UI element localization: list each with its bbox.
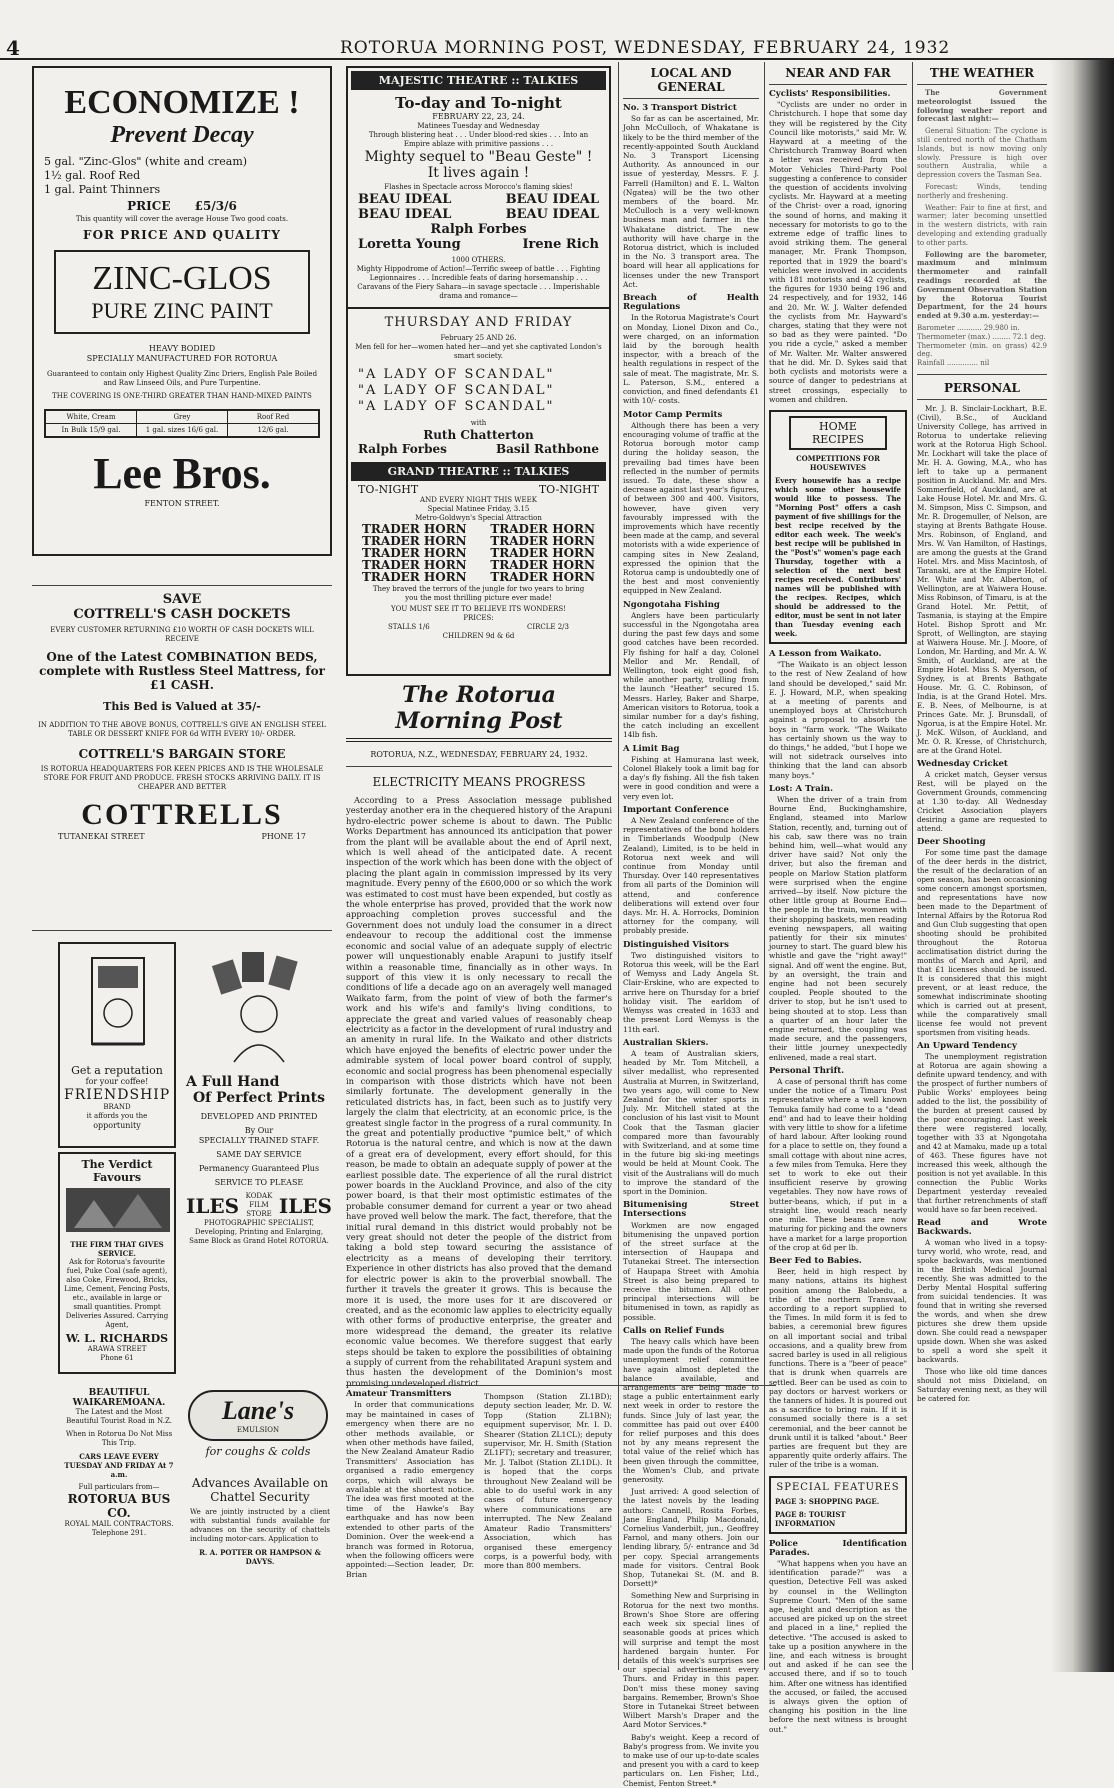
features-heading: SPECIAL FEATURES bbox=[776, 1481, 900, 1493]
men-fell: Men fell for her—women hated her—and yet she captivated London's smart society. bbox=[355, 343, 602, 360]
verdict-title: The Verdict Favours bbox=[81, 1158, 153, 1184]
every-customer: EVERY CUSTOMER RETURNING £10 WORTH OF CASH DOCKETS WILL RECEIVE bbox=[50, 626, 314, 643]
advances-heading: Advances Available on bbox=[191, 1476, 329, 1490]
full-hand: A Full Hand bbox=[186, 1074, 280, 1090]
thermometer-max: Thermometer (max.) ........ 72.1 deg. bbox=[917, 332, 1046, 341]
chattel-body: We are jointly instructed by a client with substantial funds available for advances on the security of chattels including motor-cars. Application to bbox=[190, 1508, 330, 1543]
through-text: Through blistering heat . . . Under blood-red skies . . . Into an Empire ablaze with primitive passions . . . bbox=[368, 131, 589, 148]
feature-line: PAGE 3: SHOPPING PAGE. bbox=[775, 1496, 880, 1506]
item-text: "The Waikato is an object lesson to the rest of New Zealand of how land should be developed," said Mr. E. J. Howard, M.P., when speaking at a meeting of parents and unemployed boys at Christchurch against a proposal to absorb the boys in "farm work. "The Waikato has certainly shown us the way to do things," he added, "but I hope we will not sidetrack ourselves into thinking that the land can absorb many boys." bbox=[769, 660, 907, 780]
trader-horn-title: TRADER HORN bbox=[362, 522, 467, 536]
newspaper-title: ROTORUA MORNING POST, WEDNESDAY, FEBRUARY 24, 1932 bbox=[340, 38, 951, 58]
ad-bus bbox=[58, 1386, 180, 1546]
near-items-1 bbox=[769, 90, 907, 404]
star-forbes: Ralph Forbes bbox=[358, 442, 447, 456]
tonight-right: TO-NIGHT bbox=[538, 483, 599, 496]
thousand-others: 1000 OTHERS. bbox=[451, 256, 506, 264]
stalls-price: STALLS 1/6 bbox=[388, 623, 430, 631]
firm-gives: THE FIRM THAT GIVES SERVICE. bbox=[70, 1240, 164, 1258]
trader-horn-title: TRADER HORN bbox=[490, 570, 595, 584]
trader-horn-title: TRADER HORN bbox=[362, 546, 467, 560]
permanency: Permanency Guaranteed Plus bbox=[198, 1164, 320, 1173]
mighty-hippodrome: Mighty Hippodrome of Action!—Terrific sweep of battle . . . Fighting Legionnaires . . . Incredible feats of daring horsemanship . . . Caravans of the Fiery Sahara—in savage spectacle . . . Imperishable drama and romance— bbox=[356, 265, 601, 300]
chattel-heading: Chattel Security bbox=[210, 1490, 310, 1504]
item-text: Something New and Surprising in Rotorua for the next two months. Brown's Shoe Store are offering each week six special lines of seasonable goods at prices which will surprise and tempt the most hardened bargain hunter. For details of this week's surprises see our special advertisement every Thurs. and Friday in this paper. Don't miss these money saving bargains. Remember, Brown's Shoe Store in Tutanekai Street between Wilbert Marsh's Draper and the Aard Motor Services.* bbox=[623, 1591, 759, 1730]
braved-text: They braved the terrors of the jungle for two years to bring you the most thrilling picture ever made! bbox=[372, 585, 585, 602]
cottrell-street: TUTANEKAI STREET bbox=[58, 832, 145, 841]
weather-intro: The Government meteorologist issued the following weather report and forecast last night:— bbox=[917, 88, 1047, 124]
trader-horn-title: TRADER HORN bbox=[362, 534, 467, 548]
weather-forecast: Forecast: Winds, tending northerly and freshening. bbox=[917, 182, 1047, 200]
children-price: CHILDREN 9d & 6d bbox=[442, 632, 515, 640]
product-sub: PURE ZINC PAINT bbox=[91, 298, 273, 323]
in-addition: IN ADDITION TO THE ABOVE BONUS, COTTRELL'S GIVE AN ENGLISH STEEL TABLE OR DESSERT KNIFE FOR 6d WITH EVERY 10/- ORDER. bbox=[38, 721, 326, 738]
ad-iles bbox=[184, 942, 334, 1262]
film-title: BEAU IDEAL bbox=[505, 192, 599, 207]
item-text: Anglers have been particularly successful in the Ngongotaha area during the past few days and some good catches have been recorded. Fly fishing for half a day, Colonel Mellor and Mr. Rendall, of Wellington, took eight good fish, while another party, trolling from the launch "Heather" secured 15. Messrs. Harley, Baker and Sharpe, American visitors to Rotorua, took a similar number for a day's fishing, the catch including an excellent 14lb fish. bbox=[623, 610, 759, 740]
iles-right: ILES bbox=[278, 1193, 332, 1218]
item-heading: Motor Camp Permits bbox=[623, 409, 723, 420]
ad-subhead: Prevent Decay bbox=[110, 122, 254, 148]
price-label: PRICE bbox=[127, 199, 171, 213]
page-number: 4 bbox=[6, 36, 20, 60]
feature-line: PAGE 8: TOURIST INFORMATION bbox=[775, 1509, 846, 1528]
weather-following: Following are the barometer, maximum and minimum thermometer and rainfall readings recorded at the Government Observation Station by the Rotorua Tourist Department, for the 24 hours ended at 9.30 a.m. yesterday:— bbox=[917, 249, 1047, 321]
coffee-text: for your coffee! bbox=[85, 1077, 149, 1086]
local-general bbox=[623, 66, 759, 1788]
item-heading: Cyclists' Responsibilities. bbox=[769, 89, 891, 99]
item-text: A team of Australian skiers, headed by Mr. Tom Mitchell, a silver medallist, who represented Australia at Murren, in Switzerland, two years ago, will come to New Zealand for the winter sports in July. Mr. Mitchell stated at the conclusion of his last visit to Mount Cook that the Tasman glacier compared more than favourably with Switzerland, and at some time in the future big ski-ing meetings would be held at Mount Cook. The visit of the Australians will do much to improve the standard of the sport in the Dominion. bbox=[623, 1048, 759, 1196]
scandal-line: "A LADY OF SCANDAL" bbox=[358, 383, 555, 398]
thermometer-min: Thermometer (min. on grass) 42.9 deg. bbox=[917, 341, 1047, 359]
brand-name: FRIENDSHIP bbox=[64, 1087, 171, 1103]
film-title: BEAU IDEAL bbox=[358, 207, 452, 222]
item-text: "Cyclists are under no order in Christchurch. I hope that some day they will be registered by the City Council like motorists," said Mr. W. Hayward at a meeting of the Christchurch Tramway Board when a letter was received from the Motor Vehicles Third-Party Pool suggesting a conference to consider the question of accidents involving cyclists. Mr. Hayward at a meeting of the Christ- over a road, ignoring the sound of horns, and making it necessary for motorists to go to the extreme edge of traffic lines to avoid striking them. The general manager, Mr. Frank Thompson, reported that in 1929 the board's vehicles were involved in accidents with 181 motorists and 42 cyclists, the figures for 1930 being 196 and 24 respectively, and for 1932, 146 and 20. Mr. W. J. Walter defended the cyclists from Mr. Hayward's charges, stating that they were not so bad as they were painted. "Do you ride a cycle," asked a member of Mr. Walter. Mr. Walter answered that he did. Mr. D. Sykes said that both cyclists and motorists were a source of danger to pedestrians at street crossings, especially to women and children. bbox=[769, 100, 907, 404]
cars-leave: CARS LEAVE EVERY TUESDAY AND FRIDAY At 7 a.m. bbox=[64, 1452, 174, 1479]
editorial-masthead: The Rotorua Morning Post bbox=[395, 682, 563, 734]
product-name: ZINC-GLOS bbox=[92, 260, 272, 297]
february-dates: February 25 AND 26. bbox=[440, 334, 517, 342]
trader-horn-title: TRADER HORN bbox=[490, 558, 595, 572]
chattel-agent: R. A. POTTER OR HAMPSON & DAVYS. bbox=[199, 1548, 321, 1566]
upward-text: The unemployment registration at Rotorua are again showing a definite upward tendency, and with the prospect of further numbers of Public Works' employees being added to the list, the possibility of the burden at present caused by the poor encouraging. Last week there were registered locally, together with 33 at Ngongotaha and 42 at Mamaku, made up a total of 463. These figures have not increased this week, although the position is not yet available. In this connection the Public Works Department yesterday revealed that further retrenchments of staff would have so far been received. bbox=[917, 1051, 1047, 1214]
cash-dockets: COTTRELL'S CASH DOCKETS bbox=[73, 607, 291, 622]
table-head: Grey bbox=[137, 411, 228, 423]
item-text: So far as can be ascertained, Mr. John McCulloch, of Whakatane is likely to be the third member of the recently-appointed South Auckland No. 3 Transport Licensing Authority. As announced in our issue of yesterday, Messrs. F. J. Farrell (Hamilton) and E. L. Walton (Ngatea) will be the two other members of the board. Mr. McCulloch is a very well-known business man and farmer in the Whakatane district. The new authority will have charge in the Rotorua district, which is included in the No. 3 transport area. The board will hear all applications for licenses under the new Transport Act. bbox=[623, 114, 759, 289]
trader-horn-list bbox=[348, 523, 609, 583]
matinees: Matinees Tuesday and Wednesday bbox=[417, 122, 540, 130]
bus-company: ROTORUA BUS CO. bbox=[67, 1492, 171, 1520]
same-day: SAME DAY SERVICE bbox=[216, 1150, 302, 1159]
item-heading: A Lesson from Waikato. bbox=[769, 648, 882, 659]
trader-horn-title: TRADER HORN bbox=[362, 570, 467, 584]
item-heading: Beer Fed to Babies. bbox=[769, 1255, 862, 1266]
ad-line: 1 gal. Paint Thinners bbox=[44, 183, 161, 196]
table-head: White, Cream bbox=[46, 411, 137, 423]
guarantee-text: Guaranteed to contain only Highest Quality Zinc Driers, English Pale Boiled and Raw Linseed Oils, and Pure Turpentine. bbox=[46, 370, 318, 387]
must-see: YOU MUST SEE IT TO BELIEVE ITS WONDERS! bbox=[390, 605, 567, 613]
item-heading: Australian Skiers. bbox=[623, 1037, 709, 1048]
ad-chattel bbox=[190, 1476, 330, 1576]
cricket-heading: Wednesday Cricket bbox=[917, 758, 1008, 769]
lives-again: It lives again ! bbox=[427, 165, 530, 181]
majestic-dates: FEBRUARY 22, 23, 24. bbox=[432, 112, 525, 121]
bargain-store: COTTRELL'S BARGAIN STORE bbox=[78, 747, 286, 761]
majestic-bar: MAJESTIC THEATRE :: TALKIES bbox=[351, 71, 606, 90]
royal-mail: ROYAL MAIL CONTRACTORS. Telephone 291. bbox=[64, 1520, 174, 1537]
item-text: Fishing at Hamurana last week, Colonel Blakely took a limit bag for a day's fly fishing. All the fish taken were in good condition and were a very even lot. bbox=[623, 754, 759, 801]
read-text: A woman who lived in a topsy-turvy world, who wrote, read, and spoke backwards, was mentioned in the British Medical Journal recently. She was admitted to the Derby Mental Hospital suffering from suicidal tendencies. It was found that in writing she reversed the words, and when she drew pictures she drew them upside down. She could read a newspaper upside down. When she was asked to spell a word she spelt it backwards. bbox=[917, 1237, 1047, 1364]
today-tonight: To-day and To-night bbox=[395, 94, 562, 112]
verdict-phone: Phone 61 bbox=[100, 1354, 134, 1362]
weather-personal bbox=[917, 66, 1047, 1666]
opportunity-text: opportunity bbox=[93, 1121, 141, 1130]
mighty-sequel: Mighty sequel to "Beau Geste" ! bbox=[364, 149, 593, 165]
film-title: BEAU IDEAL bbox=[358, 192, 452, 207]
coverage-text: This quantity will cover the average House Two good coats. bbox=[75, 215, 289, 223]
star-young: Loretta Young bbox=[358, 237, 461, 252]
weather-situation: General Situation: The cyclone is still centred north of the Chatham Islands, but is now moving only slowly. Pressure is high over southern Australia, while a depression covers the Tasman Sea. bbox=[917, 127, 1047, 180]
headquarters-text: IS ROTORUA HEADQUARTERS FOR KEEN PRICES AND IS THE WHOLESALE STORE FOR FRUIT AND PRODUCE. FRESH STOCKS ARRIVING DAILY. IT IS CHEAPER AND BETTER bbox=[40, 765, 324, 791]
grand-bar: GRAND THEATRE :: TALKIES bbox=[351, 462, 606, 481]
amateur-text-cont: Thompson (Station ZL1BD); deputy section leader, Mr. D. W. Topp (Station ZL1BN); equipment supervisor, Mr. I. D. Shearer (Station ZL1CL); deputy supervisor, Mr. H. Smith (Station ZL1FT); secretary and treasurer, Mr. J. Talbot (Station ZL1DL). It is hoped that the corps throughout New Zealand will be able to do useful work in any cases of future emergency where communications are interrupted. The New Zealand Amateur Radio Transmitters' Association, which has organised these emergency corps, is a powerful body, with more than 800 members. bbox=[484, 1392, 612, 1571]
heavy-bodied: HEAVY BODIED bbox=[148, 344, 216, 353]
special-matinee: Special Matinee Friday, 3.15 bbox=[427, 505, 530, 513]
item-text: When the driver of a train from Bourne End, Buckinghamshire, England, steamed into Marlow Station, recently, and, turning out of his cab, saw there was no train behind him, well—what would any driver have said? Not only the driver, but also the fireman and people on Marlow Station platform were surprised when the engine arrived—by itself. Now picture the other little group at Bourne End—the people in the train, women with their shopping baskets, men reading evening newspapers, all waiting patiently for their six minutes' journey to start. The guard blew his whistle and gave the "right away!" signal. And off went the engine. But, by an oversight, the train and engine had not been securely coupled. People shouted to the driver to stop, but he isn't used to being shouted at to stop. Less than a quarter of an hour later the engine returned, the coupling was made secure, and the passengers, their little journey unexpectedly enlivened, made a real start. bbox=[769, 794, 907, 1062]
reputation-text: Get a reputation bbox=[71, 1064, 163, 1077]
firm-name: Lee Bros. bbox=[93, 449, 271, 498]
editorial-headline: ELECTRICITY MEANS PROGRESS bbox=[372, 775, 586, 789]
home-recipes-box bbox=[769, 410, 907, 644]
star-rich: Irene Rich bbox=[522, 237, 599, 252]
upward-heading: An Upward Tendency bbox=[917, 1040, 1017, 1051]
dance-notice: Those who like old time dances should not miss Dixieland, on Saturday evening next, as they will be catered for. bbox=[917, 1366, 1047, 1403]
metro-attraction: Metro-Goldwyn's Special Attraction bbox=[415, 514, 542, 522]
item-text: A New Zealand conference of the representatives of the bond holders in Timberlands Woodpulp (New Zealand), Limited, is to be held in Rotorua next week and will continue from Monday until Thursday. Over 140 representatives from all parts of the Dominion will attend, and conference deliberations will extend over four days. Mr. H. A. Horrocks, Dominion attorney for the company, will probably preside. bbox=[623, 816, 759, 936]
ad-line: 5 gal. "Zinc-Glos" (white and cream) bbox=[44, 155, 248, 168]
price-value: £5/3/6 bbox=[194, 199, 237, 213]
item-heading: Lost: A Train. bbox=[769, 783, 834, 794]
one-of-latest: One of the Latest COMBINATION BEDS, complete with Rustless Steel Mattress, for £1 CASH. bbox=[39, 650, 325, 692]
film-title: BEAU IDEAL bbox=[505, 207, 599, 222]
latest-road: The Latest and the Most Beautiful Tourist Road in N.Z. bbox=[66, 1408, 172, 1425]
scandal-line: "A LADY OF SCANDAL" bbox=[358, 367, 555, 382]
verdict-street: ARAWA STREET bbox=[87, 1345, 147, 1353]
ad-line: 1½ gal. Roof Red bbox=[44, 169, 141, 182]
item-heading: Important Conference bbox=[623, 804, 729, 815]
cottrell-phone: PHONE 17 bbox=[261, 832, 306, 841]
item-heading: Ngongotaha Fishing bbox=[623, 599, 720, 610]
item-text: A case of personal thrift has come under the notice of a Timaru Post representative where a well known Temuka family had come to a "dead end" and had to leave their holding with very little to show for a lifetime of hard labour. After looking round for a place to settle on, they found a small cottage with about nine acres, a few miles from Temuka. Here they set to work to eke out their insufficient reserve by growing vegetables. They now have rows of butter-beans, which, if put in a straight line, would reach nearly one mile. These beans are now maturing for picking and the owners have a market for a large proportion of the crop at 6d per lb. bbox=[769, 1077, 907, 1252]
page-binding-edge bbox=[1050, 60, 1114, 1672]
deer-heading: Deer Shooting bbox=[917, 836, 986, 847]
item-text: Just arrived: A good selection of the latest novels by the leading authors: Cannell, Rosita Forbes, Jane England, Philip Macdonald, Cornelius Vanderbilt, jun., Geoffrey Farnol, and many others. Join our lending library, 5/- entrance and 3d per copy. Special arrangements made for visitors. Central Book Shop, Tutanekai St. (M. and B. Dorsett)* bbox=[623, 1487, 759, 1589]
iles-left: ILES bbox=[186, 1193, 240, 1218]
by-our: By Our bbox=[244, 1126, 274, 1135]
verdict-body: Ask for Rotorua's favourite fuel, Puke Coal (safe agent), also Coke, Firewood, Bricks, Lime, Cement, Fencing Posts, etc., available in large or small quantities. Prompt Deliveries Assured. Carrying Agent, bbox=[64, 1258, 170, 1329]
prices-label: PRICES: bbox=[463, 614, 494, 622]
item-heading: Breach of Health Regulations bbox=[623, 293, 759, 313]
scandal-line: "A LADY OF SCANDAL" bbox=[358, 399, 555, 414]
police-heading: Police Identification Parades. bbox=[769, 1538, 907, 1558]
waikaremoana: BEAUTIFUL WAIKAREMOANA. bbox=[72, 1388, 166, 1408]
table-head: Roof Red bbox=[256, 413, 290, 421]
special-features-box bbox=[769, 1476, 907, 1534]
read-heading: Read and Wrote Backwards. bbox=[917, 1217, 1047, 1237]
rainfall-reading: Rainfall .............. nil bbox=[917, 359, 990, 368]
item-heading: Personal Thrift. bbox=[769, 1065, 845, 1076]
item-heading: A Limit Bag bbox=[623, 743, 680, 754]
deer-text: For some time past the damage of the deer herds in the district, the result of the declaration of an open season, has been occasioning some concern amongst sportsmen, and representations have now been made to the Department of Internal Affairs by the Rotorua Rod and Gun Club suggesting that open shooting should be prohibited throughout the Rotorua acclimatisation district during the months of March and April, and that £1 licenses should be issued. It is considered that this might prevent, or at least reduce, the somewhat indiscriminate shooting which is carried out at present, while the comparatively small license fee would not prevent sportsmen from visiting heads. bbox=[917, 847, 1047, 1037]
item-text: In the Rotorua Magistrate's Court on Monday, Lionel Dixon and Co., were charged, on an information laid by the borough health inspector, with a breach of the health regulations in respect of the sale of meat. The magistrate, Mr. S. L. Paterson, S.M., entered a conviction, and fined defendants £1 with 10/- costs. bbox=[623, 313, 759, 406]
item-text: Beer, held in high respect by many nations, attains its highest position among the Balobedu, a tribe of the northern Transvaal, according to a report supplied to the Times. In mild form it is fed to babies, a ceremonial brew figures on all important social and tribal occasions, and a quality brew from sacred barley is used in all religious functions. There is a "beer of peace" that is drunk when quarrels are settled. Beer can be used as coin to pay doctors or harvest workers or the tanners of hides. It is poured out as a sacrifice to bring rain. If it is consumed socially there is a set ceremonial, and the beer cannot be drunk until it is talked "about." Beer parties are frequent but they are apparently quite orderly affairs. The ruler of the tribe is a woman. bbox=[769, 1267, 907, 1470]
star-chatterton: Ruth Chatterton bbox=[423, 428, 534, 442]
special-text: SPECIALLY MANUFACTURED FOR ROTORUA bbox=[86, 354, 278, 363]
near-far bbox=[769, 66, 907, 1734]
star-rathbone: Basil Rathbone bbox=[495, 442, 599, 456]
coffee-tin-illustration bbox=[64, 948, 172, 1060]
recipes-sub: COMPETITIONS FOR HOUSEWIVES bbox=[796, 453, 880, 472]
item-heading: Bitumenising Street Intersections bbox=[623, 1200, 759, 1220]
lanes-logo: Lane's bbox=[221, 1396, 295, 1425]
photo-specialist: PHOTOGRAPHIC SPECIALIST, Developing, Printing and Enlarging, Same Block as Grand Hotel ROTORUA. bbox=[189, 1219, 329, 1245]
editorial bbox=[346, 682, 613, 1388]
full-particulars: Full particulars from— bbox=[78, 1483, 160, 1491]
trader-horn-title: TRADER HORN bbox=[490, 546, 595, 560]
page-masthead bbox=[0, 0, 1114, 60]
affords-text: it affords you the bbox=[86, 1112, 148, 1120]
amateur-heading: Amateur Transmitters bbox=[346, 1389, 452, 1399]
perfect-prints: Of Perfect Prints bbox=[192, 1090, 326, 1106]
ad-friendship bbox=[58, 942, 176, 1148]
trained-staff: SPECIALLY TRAINED STAFF. bbox=[198, 1136, 320, 1145]
ad-verdict bbox=[58, 1152, 176, 1374]
woodcut-illustration bbox=[64, 1184, 172, 1236]
with-label: with bbox=[470, 419, 487, 427]
amateur-text: In order that communications may be maintained in cases of emergency when there are no other methods available, or when other methods have failed, the New Zealand Amateur Radio Transmitters' Association has organised a radio emergency corps, which will always be available at the shortest notice. The idea was first mooted at the time of the Hawke's Bay earthquake and has now been extended to other parts of the Dominion. Over the week-end a branch was formed in Rotorua, when the following officers were appointed:—Section leader, Dr. Brian bbox=[346, 1400, 474, 1579]
ad-cottrell bbox=[32, 592, 332, 922]
table-cell: In Bulk 15/9 gal. bbox=[46, 424, 137, 436]
bed-valued: This Bed is Valued at 35/- bbox=[103, 700, 261, 713]
personal-heading: PERSONAL bbox=[944, 380, 1020, 395]
recipes-body: Every housewife has a recipe which some other housewife would like to possess. The "Morning Post" offers a cash payment of five shillings for the best recipe received by the editor each week. The week's best recipe will be published in the "Post's" women's page each Thursday, together with a selection of the next best recipes received. Contributors' names will be published with the recipes. Recipes, which should be addressed to the editor, must be sent in not later than Tuesday evening each week. bbox=[775, 475, 901, 638]
verdict-name: W. L. RICHARDS bbox=[65, 1332, 169, 1345]
save-text: SAVE bbox=[162, 592, 202, 607]
table-cell: 12/6 gal. bbox=[257, 426, 289, 434]
ad-economize bbox=[32, 66, 332, 556]
circle-price: CIRCLE 2/3 bbox=[527, 623, 569, 631]
item-heading: No. 3 Transport District bbox=[623, 103, 737, 113]
recipes-heading: HOME RECIPES bbox=[789, 416, 887, 450]
item-text: Workmen are now engaged bitumenising the unpaved portion of the street surface at the intersection of Haupapa and Tutanekai Street. The intersection of Haupapa Street with Amohia Street is also being prepared to receive the bitumen. All other principal intersections will be bitumenised in town, as rapidly as possible. bbox=[623, 1220, 759, 1322]
ad-lanes bbox=[188, 1390, 328, 1470]
emulsion-label: EMULSION bbox=[236, 1426, 280, 1434]
near-heading: NEAR AND FAR bbox=[785, 66, 891, 80]
brand-label: BRAND bbox=[103, 1103, 131, 1111]
amateur-column-1 bbox=[346, 1390, 474, 1665]
cottrells-logo: COTTRELLS bbox=[81, 798, 283, 831]
table-cell: 1 gal. sizes 16/6 gal. bbox=[137, 424, 228, 436]
item-heading: Distinguished Visitors bbox=[623, 939, 729, 950]
woman-with-cards-illustration bbox=[186, 944, 332, 1064]
ad-headline: ECONOMIZE ! bbox=[64, 84, 300, 121]
trader-horn-title: TRADER HORN bbox=[362, 558, 467, 572]
local-items bbox=[623, 104, 759, 1788]
police-text: "What happens when you have an identification parade?" was a question, Detective Fell was asked by counsel in the Wellington Supreme Court. "Men of the same age, height and description as the accused are picked up on the street and placed in a line," replied the detective. "The accused is asked to take up a position anywhere in the line, and each witness is brought out and asked if he can see the accused there, and if so to touch him. After one witness has identified the accused, or failed, the accused is always given the option of changing his position in the line before the next witness is brought out." bbox=[769, 1558, 907, 1734]
cricket-text: A cricket match, Geyser versus Rest, will be played on the Government Grounds, commencing at 1.30 to-day. All Wednesday Cricket Association players desiring a game are requested to attend. bbox=[917, 769, 1047, 833]
cover-text: THE COVERING IS ONE-THIRD GREATER THAN HAND-MIXED PAINTS bbox=[52, 392, 312, 400]
amateur-column-2 bbox=[484, 1392, 612, 1667]
tagline: FOR PRICE AND QUALITY bbox=[83, 228, 281, 242]
editorial-dateline: ROTORUA, N.Z., WEDNESDAY, FEBRUARY 24, 1932. bbox=[370, 750, 588, 759]
local-heading: LOCAL AND GENERAL bbox=[650, 66, 732, 94]
trader-horn-title: TRADER HORN bbox=[490, 522, 595, 536]
tonight-left: TO-NIGHT bbox=[358, 483, 419, 496]
kodak-store: KODAK FILM STORE bbox=[245, 1192, 273, 1218]
every-night: AND EVERY NIGHT THIS WEEK bbox=[420, 496, 537, 504]
firm-street: FENTON STREET. bbox=[144, 499, 220, 508]
trader-horn-title: TRADER HORN bbox=[490, 534, 595, 548]
item-text: Two distinguished visitors to Rotorua this week, will be the Earl of Wemyss and Lady Angela St. Clair-Erskine, who are expected to arrive here on Thursday for a brief holiday visit. The earldom of Wemyss was created in 1633 and the present Lord Wemyss is the 11th earl. bbox=[623, 950, 759, 1034]
thursday-friday: THURSDAY AND FRIDAY bbox=[384, 315, 573, 330]
personal-text: Mr. J. B. Sinclair-Lockhart, B.E. (Civil), B.Sc., of Auckland University College, has arrived in Rotorua to undertake relieving work at the Rotorua High School. Mr. Lockhart will take the place of Mr. H. A. Gowing, M.A., who has left to take up a permanent position in Auckland. Mr. and Mrs. Sommerfield, of Auckland, are at Lake House Hotel. Mr. and Mrs. G. M. Simpson, Miss C. Simpson, and Mr. R. Drogemuller, of Nelson, are staying at Brents Bathgate House. Mrs. Robinson, of England, and Mrs. W. Van Hamilton, of Hastings, are among the guests at the Grand Hotel. Mrs. and Miss Macintosh, of Taranaki, are at the Empire Hotel. Mr. White and Mr. Alberton, of Wellington, are at Waiwera House. Miss Robinson, of Timaru, is at the Grand Hotel. Mr. Pettit, of Tasmania, is staying at the Empire Hotel. Bishop Sprott and Mr. Sprott, of Wellington, are staying at Waiwera House. Mr. J. Moore, of London, Mr. Harding, and Mr. A. W. Smith, of Auckland, are at the Empire Hotel. Miss S. Myerson, of Sydney, is at Brents Bathgate House. Mr. G. C. Robinson, of India, is at the Grand Hotel. Mrs. E. B. Nees, of Melbourne, is at Princes Gate. Mr. J. Brunsdall, of Ngorua, is at the Empire Hotel. Mr. J. McK. Wilson, of Auckland, and Mr. O. R. Kresse, of Christchurch, are at the Grand Hotel. bbox=[917, 403, 1047, 755]
star-forbes: Ralph Forbes bbox=[430, 222, 527, 237]
service-please: SERVICE TO PLEASE bbox=[214, 1178, 304, 1187]
item-text: The heavy calls which have been made upon the funds of the Rotorua unemployment relief committee have again almost depleted the balance available, and arrangements are being made to stage a public entertainment early next week in order to restore the funds. Since July of last year, the committee has paid out over £400 for relief purposes and this does not by any means represent the total value of the relief which has been given through the committee, the Women's Club, and private generosity. bbox=[623, 1337, 759, 1485]
item-heading: Calls on Relief Funds bbox=[623, 1325, 725, 1336]
weather-heading: THE WEATHER bbox=[929, 66, 1035, 80]
weather-conditions: Weather: Fair to fine at first, and warmer; later becoming unsettled in the western districts, with rain developing and extending gradually to other parts. bbox=[917, 203, 1047, 247]
for-coughs: for coughs & colds bbox=[205, 1445, 311, 1458]
flashes-text: Flashes in Spectacle across Morocco's flaming skies! bbox=[384, 183, 573, 191]
developed-text: DEVELOPED AND PRINTED bbox=[200, 1112, 318, 1121]
near-items-2 bbox=[769, 650, 907, 1470]
item-text: Although there has been a very encouraging volume of traffic at the Rotorua borough motor camp during the holiday season, the prevailing bad times have been reflected in the number of permits issued. To date, these show a decrease against last year's figures, of between 300 and 400. Visitors, however, have given very favourably impressed with the improvements which have recently been made at the camp, and several motorists with a wide experience of camping sites in New Zealand, expressed the opinion that the Rotorua camp is undoubtedly one of the best and most conveniently equipped in New Zealand. bbox=[623, 420, 759, 596]
barometer-reading: Barometer ........... 29.980 in. bbox=[917, 323, 1020, 332]
editorial-paragraph: According to a Press Association message published yesterday another era in the chequered history of the Arapuni hydro-electric power scheme is about to dawn. The Public Works Department has announced its anticipation that power from the plant will be available about the end of April next, which is well ahead of the anticipated date. A recent inspection of the work which has been done with the object of placing the plant again in commission impressed by its very magnitude. Every penny of the £600,000 or so which the work was estimated to cost must have been expended, but costly as the whole enterprise has proved, provided that the work now approaching completion proves successful and the Government does not unduly load the consumer in a direct endeavour to recoup the additional cost the immense economic and social value of an adequate supply of electric power will unquestionably enable Arapuni to justify itself within a reasonable time, financially as in other ways. In support of this view it is only necessary to recall the conditions of life a decade ago on an averagely well managed Waikato farm, from the point of view of both the farmer's work and his wife's and family's living conditions, to appreciate the great and varied values of reasonably cheap electricity as a factor in the development of rural industry and an amenity in rural life. In the Waikato and other districts which have enjoyed the benefits of electric power under the admirable system of local power board control of supply, economic and social progress has been phenomenal especially in comparison with those districts which have not been similarly fortunate. The development generally in the reticulated districts has, in fact, been such as to justify very largely the claim that electricity, at an economic price, is the greatest single factor in the progress of a rural community. In the great and potentially productive "pumice belt," of which Rotorua is the natural centre, and which is now at the dawn of a great era of development, every effort should, for this reason, be made to obtain an adequate supply of power at the earliest possible date. The experience of all the rural district power boards in the Auckland Province, and also of the city power board, is that their most optimistic estimates of the probable consumer demand for current a year or two ahead have proved well below the mark. The fact, therefore, that the initial rural demand in this district would probably not be very great should not deter the people of the district from taking a bold step toward securing the assistance of electricity as a means of developing their territory. Experience in other districts has also proved that the demand for electric power is akin to the proverbial snowball. The further it travels the greater it grows. This is because the more it is used, the more uses for it are discovered or created, and as the economic law applies to electricity equally with other forms of productive enterprise, the greater and more widespread the demand, the greater its relative economic value becomes. We therefore suggest that early steps should be taken to explore the possibilities of obtaining a supply of current from the rehabilitated Arapuni system and thus hasten the development of the Dominion's most promising undeveloped district. bbox=[346, 795, 613, 1388]
theatre-ads bbox=[346, 66, 611, 676]
when-rotorua: When in Rotorua Do Not Miss This Trip. bbox=[65, 1430, 173, 1447]
item-text: Baby's weight. Keep a record of Baby's progress from. We invite you to make use of our up-to-date scales and present you with a card to keep particulars on. Len Fisher, Ltd., Chemist, Fenton Street.* bbox=[623, 1732, 759, 1788]
